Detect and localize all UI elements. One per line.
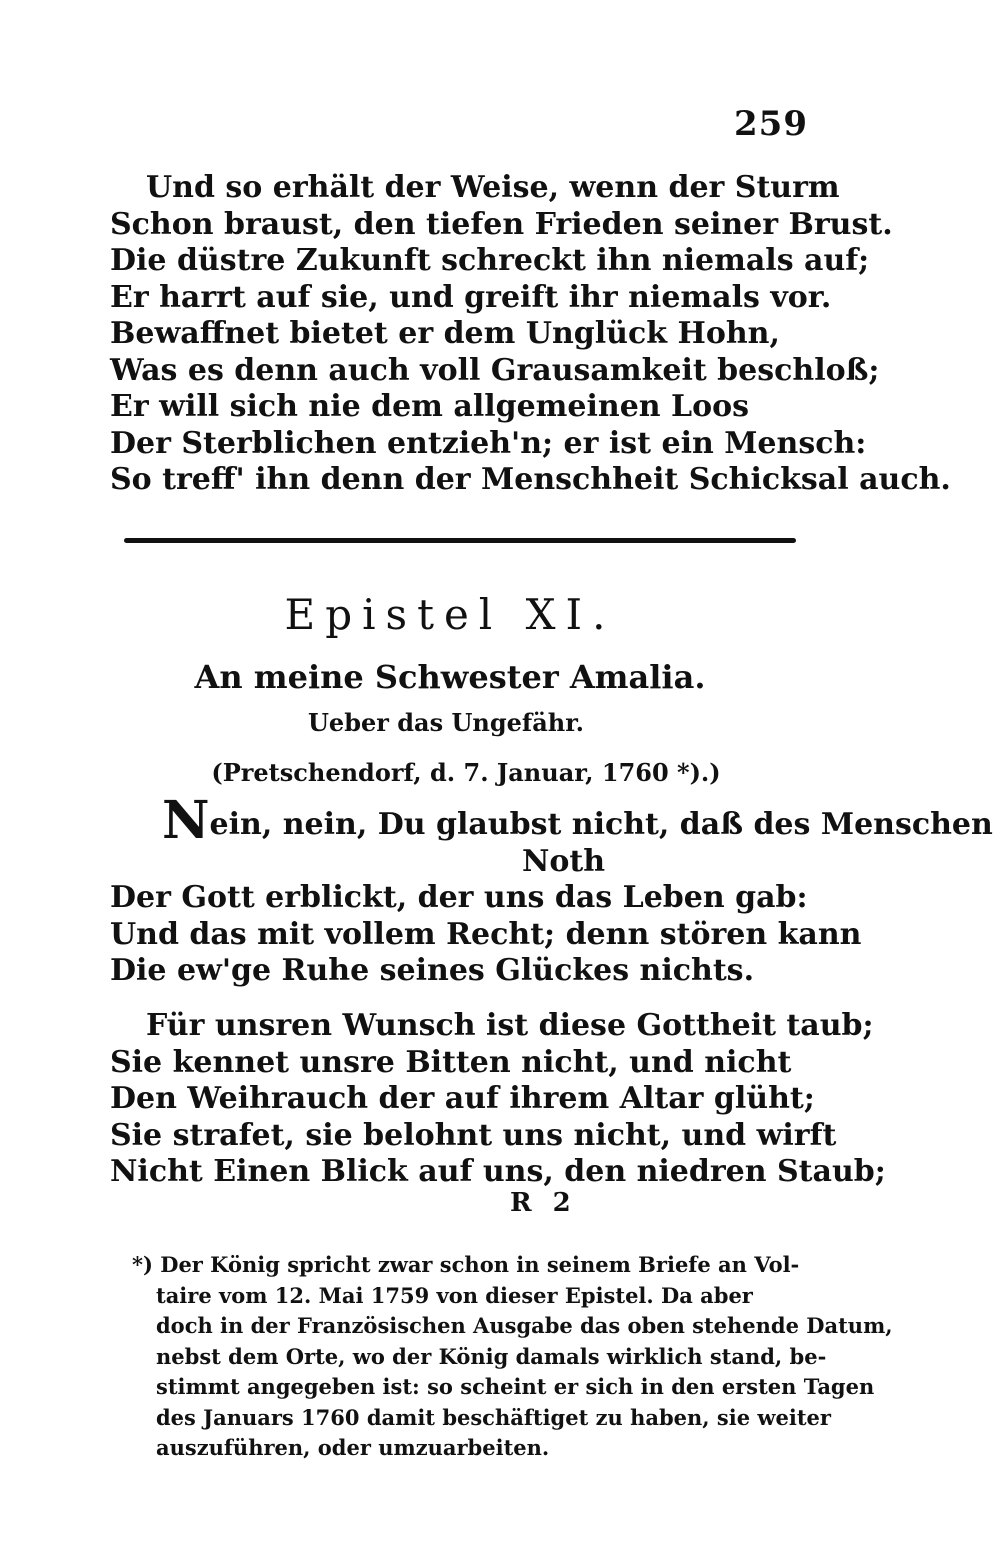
epistle-place-date: (Pretschendorf, d. 7. Januar, 1760 *).) [211, 758, 721, 787]
verse-line: Die ew'ge Ruhe seines Glückes nichts. [110, 953, 755, 988]
footnote-line: stimmt angegeben ist: so scheint er sich in den ersten Tagen [156, 1374, 875, 1399]
epistle-title: Epistel XI. [284, 590, 616, 639]
footnote-line: taire vom 12. Mai 1759 von dieser Epistel. Da aber [156, 1282, 753, 1308]
verse-line: So treff' ihn denn der Menschheit Schicksal auch. [110, 462, 951, 497]
printer-signature-mark: R 2 [510, 1188, 577, 1218]
stanza-closing-previous-epistle [110, 170, 951, 499]
verse-line: Die düstre Zukunft schreckt ihn niemals auf; [110, 243, 870, 278]
footnote-line: auszuführen, oder umzuarbeiten. [156, 1435, 550, 1460]
verse-line-continuation: Noth [522, 843, 606, 879]
footnote-line: doch in der Französischen Ausgabe das oben stehende Datum, [156, 1313, 893, 1338]
verse-line: Bewaffnet bietet er dem Unglück Hohn, [110, 316, 780, 351]
epistle-dedication: An meine Schwester Amalia. [194, 658, 706, 696]
footnote-line: nebst dem Orte, wo der König damals wirklich stand, be- [156, 1343, 827, 1369]
stanza-opening [110, 790, 993, 990]
verse-line: Und so erhält der Weise, wenn der Sturm [146, 170, 840, 205]
verse-line: Der Sterblichen entzieh'n; er ist ein Mensch: [110, 425, 867, 461]
verse-line: Was es denn auch voll Grausamkeit beschloß; [110, 352, 880, 388]
verse-line: Den Weihrauch der auf ihrem Altar glüht; [110, 1081, 815, 1116]
verse-line: Sie strafet, sie belohnt uns nicht, und wirft [110, 1117, 837, 1153]
footnote-line: *) Der König spricht zwar schon in seinem Briefe an Vol- [132, 1252, 800, 1277]
verse-line-first-text: ein, nein, Du glaubst nicht, daß des Menschen [209, 807, 993, 842]
footnote [132, 1250, 893, 1464]
verse-line: Schon braust, den tiefen Frieden seiner Brust. [110, 206, 893, 242]
verse-line: Für unsren Wunsch ist diese Gottheit taub; [146, 1008, 874, 1043]
verse-line: Und das mit vollem Recht; denn stören kann [110, 916, 862, 952]
verse-line: Nicht Einen Blick auf uns, den niedren Staub; [110, 1154, 886, 1189]
footnote-line: des Januars 1760 damit beschäftiget zu haben, sie weiter [156, 1404, 831, 1430]
verse-line-first [110, 790, 993, 851]
verse-line: Sie kennet unsre Bitten nicht, und nicht [110, 1044, 792, 1080]
epistle-subject: Ueber das Ungefähr. [308, 708, 584, 737]
verse-line: Er harrt auf sie, und greift ihr niemals vor. [110, 279, 832, 315]
verse-line: Der Gott erblickt, der uns das Leben gab: [110, 880, 808, 915]
drop-capital: N [162, 790, 210, 851]
stanza-second [110, 1008, 886, 1191]
verse-line: Er will sich nie dem allgemeinen Loos [110, 389, 750, 424]
page-number: 259 [734, 104, 808, 144]
section-divider-rule [124, 538, 796, 543]
